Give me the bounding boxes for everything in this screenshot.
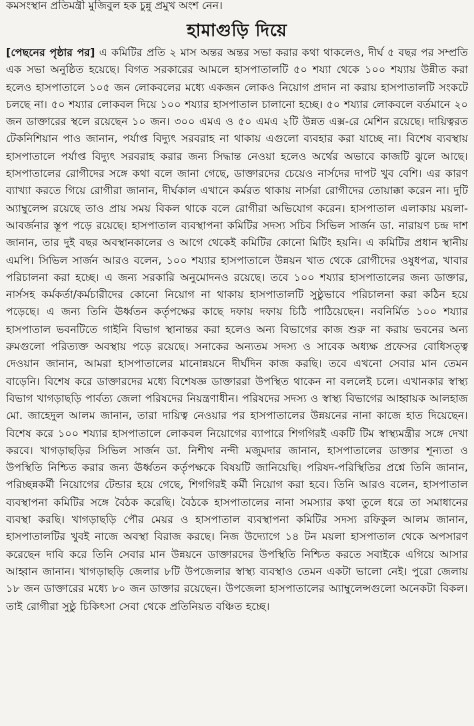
article-headline: হামাগুড়ি দিয়ে <box>186 21 288 41</box>
preceding-article-fragment: কমসংস্থান প্রতিমন্ত্রী মুজিবুল হক চুন্নু প্রমুখ অংশ নেন। <box>6 0 223 12</box>
continued-from-back-page-tag: [পেছনের পৃষ্ঠার পর] <box>6 47 95 59</box>
article-text: এ কমিটির প্রতি ২ মাস অন্তর অন্তর সভা করার কথা থাকলেও, দীর্ঘ ৫ বছর পর সম্প্রতি এক সভা অনুষ্ঠিত হয়েছে। বিগত সরকারের আমলে হাসপাতালটি ৫০ শয্যা থেকে ১০০ শয্যায় উন্নীত করা হলেও হাসপাতালে ১০৫ জন লোকবলের মধ্যে একজন লোকও নিয়োগ প্রদান না করায় হাসপাতালটি সংকটে চলছে না। ৫০ শয্যার লোকবল দিয়ে ১০০ শয্যার হাসপাতাল চালানো হচ্ছে। ৫০ শয্যার লোকবলে বর্তমানে ২০ জন ডাক্তারের স্থলে রয়েছেন ১০ জন। ৩০০ এমএ ও ৫০ এমএ ২টি উন্নত এক্স-রে মেশিন রয়েছে। দায়িত্বরত টেকনিশিয়ান পাও জানান, পর্যাপ্ত বিদ্যুৎ সরবরাহ না থাকায় এগুলো ব্যবহার করা যাচ্ছে না। বিশেষ ব্যবস্থায় হাসপাতালে পর্যাপ্ত বিদ্যুৎ সরবরাহ করার জন্য সিদ্ধান্ত নেওয়া হলেও অর্থের অভাবে কাজটি ঝুলে আছে। হাসপাতালের রোগীদের সঙ্গে কথা বলে জানা গেছে, ডাক্তারদের চেয়েও নার্সদের দাপট খুব বেশি। এর কারণ ব্যাখ্যা করতে গিয়ে রোগীরা জানান, দীর্ঘকাল এখানে কর্মরত থাকায় নার্সরা রোগীদের তোয়াক্কা করেন না। দুটি অ্যাম্বুলেন্স রয়েছে তাও প্রায় সময় বিকল থাকে বলে রোগীরা অভিযোগ করেন। হাসপাতাল এলাকায় ময়লা-আবর্জনার স্তূপ পড়ে রয়েছে। হাসপাতাল ব্যবস্থাপনা কমিটির সদস্য সচিব সিভিল সার্জন ডা. নারায়ণ চন্দ্র দাশ জানান, তার দুই বছর অবস্থানকালের ও আগে থেকেই কমিটির কোনো মিটিং হয়নি। এ কমিটির প্রধান স্থানীয় এমপি। সিভিল সার্জন আরও বলেন, ১০০ শয্যার হাসপাতালে উন্নয়ন খাত থেকে রোগীদের ওষুধপত্র, খাবার পরিচালনা করা হচ্ছে। এ জন্য সরকারি অনুমোদনও রয়েছে। তবে ১০০ শয্যার হাসপাতালের জন্য ডাক্তার, নার্সসহ কর্মকর্তা/কর্মচারীদের কোনো নিয়োগ না থাকায় হাসপাতালটি সুষ্ঠুভাবে পরিচালনা করা কঠিন হয়ে পড়েছে। এ জন্য তিনি ঊর্ধ্বতন কর্তৃপক্ষের কাছে দফায় দফায় চিঠি পাঠিয়েছেন। নবনির্মিত ১০০ শয্যার হাসপাতাল ভবনটিতে গাইনি বিভাগ স্থানান্তর করা হলেও অন্য বিভাগের কাজ শুরু না করায় ভবনের অন্য রুমগুলো পরিত্যক্ত অবস্থায় পড়ে রয়েছে। সনাকের অন্যতম সদস্য ও সাবেক অধ্যক্ষ প্রফেসর বোধিসত্ত্ব দেওয়ান জানান, আমরা হাসপাতালের মানোন্নয়নে দীর্ঘদিন কাজ করছি। তবে এখনো সেবার মান তেমন বাড়েনি। বিশেষ করে ডাক্তারদের মধ্যে বিশেষজ্ঞ ডাক্তাররা উপস্থিত থাকেন না বললেই চলে। এখানকার স্বাস্থ্য বিভাগ খাগড়াছড়ি পার্বত্য জেলা পরিষদের নিয়ন্ত্রণাধীন। পরিষদের সদস্য ও স্বাস্থ্য বিভাগের আহ্বায়ক আলহাজ মো. জাহেদুল আলম জানান, তারা দায়িত্ব নেওয়ার পর হাসপাতালের উন্নয়নের নানা কাজে হাত দিয়েছেন। বিশেষ করে ১০০ শয্যার হাসপাতালে লোকবল নিয়োগের ব্যাপারে শিগগিরই একটি টিম স্বাস্থ্যমন্ত্রীর সঙ্গে দেখা করবে। খাগড়াছড়ির সিভিল সার্জন ডা. নিশীথ নন্দী মজুমদার জানান, হাসপাতালের ডাক্তার শূন্যতা ও উপস্থিতি নিশ্চিত করার জন্য ঊর্ধ্বতন কর্তৃপক্ষকে বিষয়টি জানিয়েছি। পরিষদ-পরিস্থিতির প্রশ্নে তিনি জানান, পরিচ্ছন্নকর্মী নিয়োগের টেন্ডার হয়ে গেছে, শিগগিরই কর্মী নিয়োগ করা হবে। তিনি আরও বলেন, হাসপাতাল ব্যবস্থাপনা কমিটির সঙ্গে বৈঠক করেছি। বৈঠকে হাসপাতালের নানা সমস্যার কথা তুলে ধরে তা সমাধানের ব্যবস্থা করছি। খাগড়াছড়ি পৌর মেয়র ও হাসপাতাল ব্যবস্থাপনা কমিটির সদস্য রফিকুল আলম জানান, হাসপাতালটির খুবই নাজে অবস্থা বিরাজ করছে। নিজ উদ্যোগে ১৪ টন ময়লা হাসপাতাল থেকে অপসারণ করেছেন দাবি করে তিনি সেবার মান উন্নয়নে ডাক্তারদের উপস্থিতি নিশ্চিত করতে সবাইকে এগিয়ে আসার আহ্বান জানান। খাগড়াছড়ি জেলার ৮টি উপজেলার স্বাস্থ্য ব্যবস্থাও তেমন একটা ভালো নেই। পুরো জেলায় ১৮ জন ডাক্তারের মধ্যে ৮০ জন ডাক্তার রয়েছেন। উপজেলা হাসপাতালের অ্যাম্বুলেন্সগুলো অনেকটা বিকল। তাই রোগীরা সুষ্ঠু চিকিৎসা সেবা থেকে প্রতিনিয়ত বঞ্চিত হচ্ছে। <box>6 47 468 613</box>
article-body <box>6 45 468 721</box>
